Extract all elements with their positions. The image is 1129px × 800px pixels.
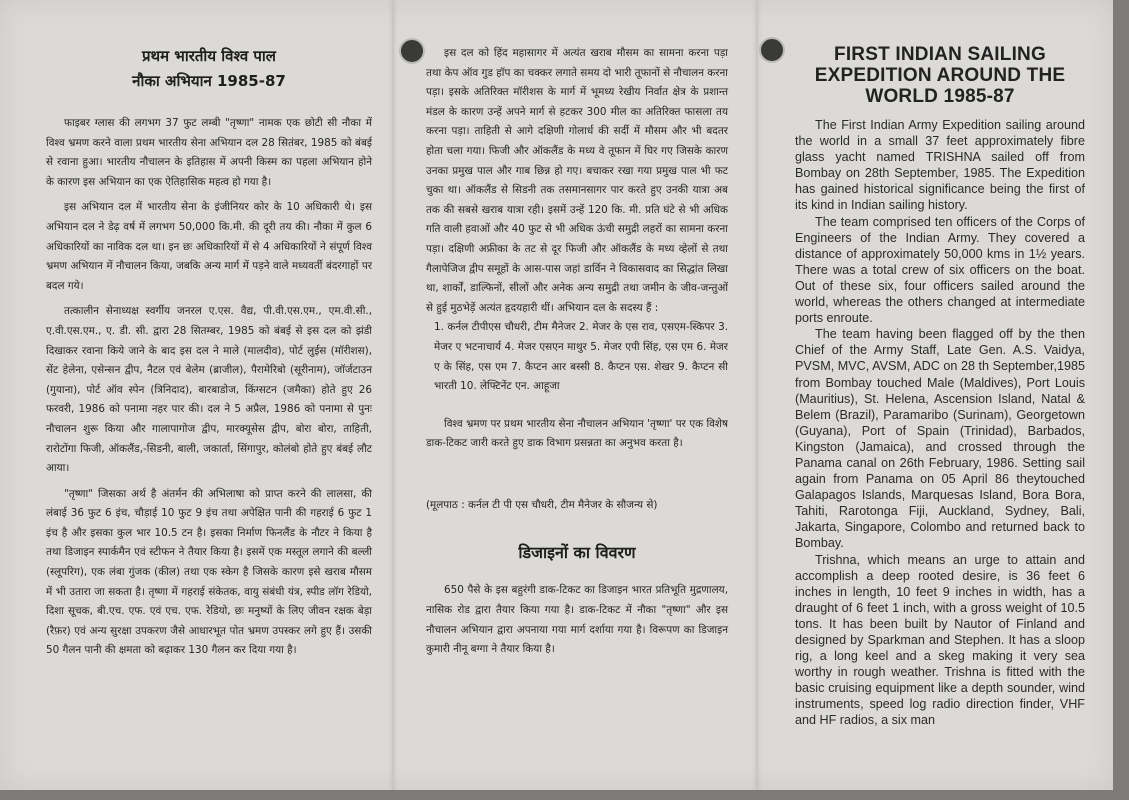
english-paragraph: The team comprised ten officers of the Corps of Engineers of the Indian Army. They covered a distance of approximately 50,000 kms in 1½ years. There was a total crew of six officers on the boat. Out of these six, four officers sailed around the world, whereas the others changed at intermediate ports enroute. [795, 214, 1085, 326]
hindi-paragraph: "तृष्णा" जिसका अर्थ है अंतर्मन की अभिलाषा को प्राप्त करने की लालसा, की लंबाई 36 फुट 6 इंच, चौड़ाई 10 फुट 9 इंच तथा अपेक्षित पानी की गहराई 6 फुट 1 इंच है और इसका कुल भार 10.5 टन है। इसका निर्माण फिनलैंड के नौटर ने किया है तथा डिजाइन स्पार्कमैन एवं स्टीफन ने तैयार किया है। इसमें एक मस्तूल लगाने की बल्ली (स्लूपरिग), एक लंबा गुंजक (कील) तथा एक स्केग है जिसके कारण इसे खराब मौसम में भी उतारा जा सकता है। तृष्णा में गहराई संकेतक, वायु संबंधी यंत्र, स्पीड लॉग रेडियो, दिशा सूचक, बी.एच. एफ. एवं एच. एफ. रेडियो, छः मनुष्यों के लिए जीवन रक्षक बेड़ा (रैफ़र) एवं अन्य सुरक्षा उपकरण जैसे आधारभूत पोत भ्रमण उपस्कर लगे हुए हैं। उसकी 50 गैलन पानी की क्षमता को बढ़ाकर 130 गैलन कर दिया गया है। [46, 487, 372, 657]
design-details-heading: डिजाइनों का विवरण [518, 543, 636, 563]
hindi-paragraph: फाइबर ग्लास की लगभग 37 फुट लम्बी "तृष्णा" नामक एक छोटी सी नौका में विश्व भ्रमण करने वाला प्रथम भारतीय सेना अभियान दल 28 सितंबर, 1985 को बंबई से रवाना हुआ। भारतीय नौचालन के इतिहास में अपनी किस्म का पहला अभियान होने के कारण इस अभियान का एक ऐतिहासिक महत्व हो गया है। [46, 117, 372, 188]
hindi-column-2 [426, 44, 728, 660]
hindi-paragraph: इस दल को हिंद महासागर में अत्यंत खराब मौसम का सामना करना पड़ा तथा केप ऑव गुड हॉप का चक्कर लगाते समय दो भारी तूफानों से नौचालन करना पड़ा। इसके अतिरिक्त मॉरीशस के मार्ग में भूमध्य रेखीय निर्वात क्षेत्र के प्रशान्त मंडल के कारण उन्हें अपने मार्ग से हटकर 300 मील का अतिरिक्त फासला तय करना पड़ा। ताहिती से आगे दक्षिणी गोलार्ध की सर्दी में मौसम और भी बदतर होता चला गया। फिजी और ऑकलैंड के मध्य वे तूफान में घिर गए जिसके कारण उनका प्रमुख पाल और गाब छिन्न हो गए। बचाकर रखा गया प्रमुख पाल भी फट चुका था। ऑकलैंड से सिडनी तक तसमानसागर पार करते हुए उनकी यात्रा अब तक की सबसे खराब यात्रा रही। इसमें उन्हें 120 कि. मी. प्रति घंटे से भी अधिक गति वाली हवाओं और 40 फुट से भी अधिक ऊंची समुद्री लहरों का सामना करना पड़ा। दक्षिणी अफ्रीका के तट से दूर फिजी और ऑकलैंड के मध्य व्हेलों से तथा गैलापेजिज द्वीप समूहों के आस-पास जहां डार्विन ने विकासवाद का सिद्धांत लिखा था, शार्कों, डाल्फिनों, सीलों और अनेक अन्य समुद्री तथा जमीन के जीव-जन्तुओं से हुई मुठभेड़ें अत्यंत हृदयहारी थीं। अभियान दल के सदस्य हैं : [426, 47, 728, 314]
fold-line-right [756, 0, 758, 790]
text-credit: (मूलपाठ : कर्नल टी पी एस चौधरी, टीम मैनेजर के सौजन्य से) [426, 498, 658, 511]
design-details-paragraph: 650 पैसे के इस बहुरंगी डाक-टिकट का डिजाइन भारत प्रतिभूति मुद्रणालय, नासिक रोड द्वारा तैयार किया गया है। डाक-टिकट में नौका "तृष्णा" और इस नौचालन अभियान द्वारा अपनाया गया मार्ग दर्शाया गया है। विरूपण का डिजाइन कुमारी नीनू बग्गा ने तैयार किया है। [426, 584, 728, 656]
punch-hole-right [759, 37, 785, 63]
hindi-paragraph: तत्कालीन सेनाध्यक्ष स्वर्गीय जनरल ए.एस. वैद्य, पी.वी.एस.एम., एम.वी.सी., ए.वी.एस.एम., ए. डी. सी. द्वारा 28 सितम्बर, 1985 को बंबई से इस दल को झंडी दिखाकर रवाना किये जाने के बाद इस दल ने माले (मालदीव), पोर्ट लुईस (मॉरीशस), सेंट हेलेना, एसेन्सन द्वीप, नैटल एवं बेलेम (ब्राजील), पैरामेरिबो (सूरीनाम), जॉर्जटाउन (गुयाना), पोर्ट ऑव स्पेन (त्रिनिदाद), बारबाडोज, किंग्सटन (जमैका) होते हुए 26 फरवरी, 1986 को पनामा नहर पार की। दल ने 5 अप्रैल, 1986 को पनामा से पुनः नौचालन शुरू किया और गालापागोज द्वीप, मारक्यूसेस द्वीप, बोरा बोरा, ताहिती, रारोटोंगा फिजी, ऑकलैंड,-सिडनी, बाली, जकार्ता, सिंगापुर, कोलंबो होते हुए बंबई लौट आया। [46, 305, 372, 475]
punch-hole-left [399, 38, 425, 64]
english-title: FIRST INDIAN SAILING EXPEDITION AROUND THE WORLD 1985-87 [814, 44, 1066, 107]
hindi-paragraph: इस अभियान दल में भारतीय सेना के इंजीनियर कोर के 10 अधिकारी थे। इस अभियान दल ने डेढ़ वर्ष में लगभग 50,000 कि.मी. की दूरी तय की। नौका में कुल 6 अधिकारियों का नाविक दल था। इन छः अधिकारियों में से 4 अधिकारियों ने संपूर्ण विश्व भ्रमण अभियान में नौचालन किया, जबकि अन्य मार्ग में पड़ने वाले मध्यवर्ती बंदरगाहों पर बदल गये। [46, 201, 372, 292]
hindi-title-line1: प्रथम भारतीय विश्व पाल [142, 47, 276, 65]
english-column [795, 44, 1085, 729]
hindi-paragraph: विश्व भ्रमण पर प्रथम भारतीय सेना नौचालन अभियान 'तृष्णा' पर एक विशेष डाक-टिकट जारी करते हुए डाक विभाग प्रसन्नता का अनुभव करता है। [426, 417, 728, 450]
team-members-list: 1. कर्नल टीपीएस चौधरी, टीम मैनेजर 2. मेजर के एस राव, एसएम-स्किपर 3. मेजर ए भटनाचार्य 4. मेजर एसएन माथुर 5. मेजर एपी सिंह, एस एम 6. मेजर ए के सिंह, एस एम 7. कैप्टन आर बस्सी 8. कैप्टन एस. शेखर 9. कैप्टन सी भारती 10. लेफ्टिनेंट एन. आहूजा [434, 321, 728, 393]
english-paragraph: The First Indian Army Expedition sailing around the world in a small 37 feet approximately fibre glass yacht named TRISHNA sailed off from Bombay on 28th September, 1985. The Expedition has gained historical significance being the first of its kind in Indian sailing history. [795, 118, 1085, 213]
fold-line-left [392, 0, 394, 790]
hindi-title-line2: नौका अभियान 1985-87 [132, 72, 286, 90]
english-paragraph: The team having been flagged off by the then Chief of the Army Staff, Late Gen. A.S. Vaidya, PVSM, MVC, AVSM, ADC on 28 th September,1985 from Bombay touched Male (Maldives), Port Louis (Mauritius), St. Helena, Ascension Island, Natal & Belem (Brazil), Paramaribo (Surinam), Georgetown (Guyana), Port of Spain (Trinidad), Barbados, Kingston (Jamaica), and crossed through the Panama canal on 26th February, 1986. Setting sail again from Panama on 05 April 86 theytouched Galapagos Islands, Marquesas Island, Bora Bora, Tahiti, Rarotonga Fiji, Auckland, Sydney, Bali, Jakarta, Singapore, Colombo and returned back to Bombay. [795, 327, 1085, 551]
english-paragraph: Trishna, which means an urge to attain and accomplish a deep rooted desire, is 36 feet 6 inches in length, 10 feet 9 inches in width, has a draught of 6 feet 1 inch, with a gross weight of 10.5 tons. It has been built by Nautor of Finland and designed by Sparkman and Stephen. It has a sloop rig, a long keel and a skeg making it very sea worthy in rough weather. Trishna is fitted with the basic cruising equipment like a depth sounder, wind instruments, speed log radio direction finder, VHF and HF radios, a six man [795, 552, 1085, 728]
hindi-column-1 [46, 44, 372, 661]
